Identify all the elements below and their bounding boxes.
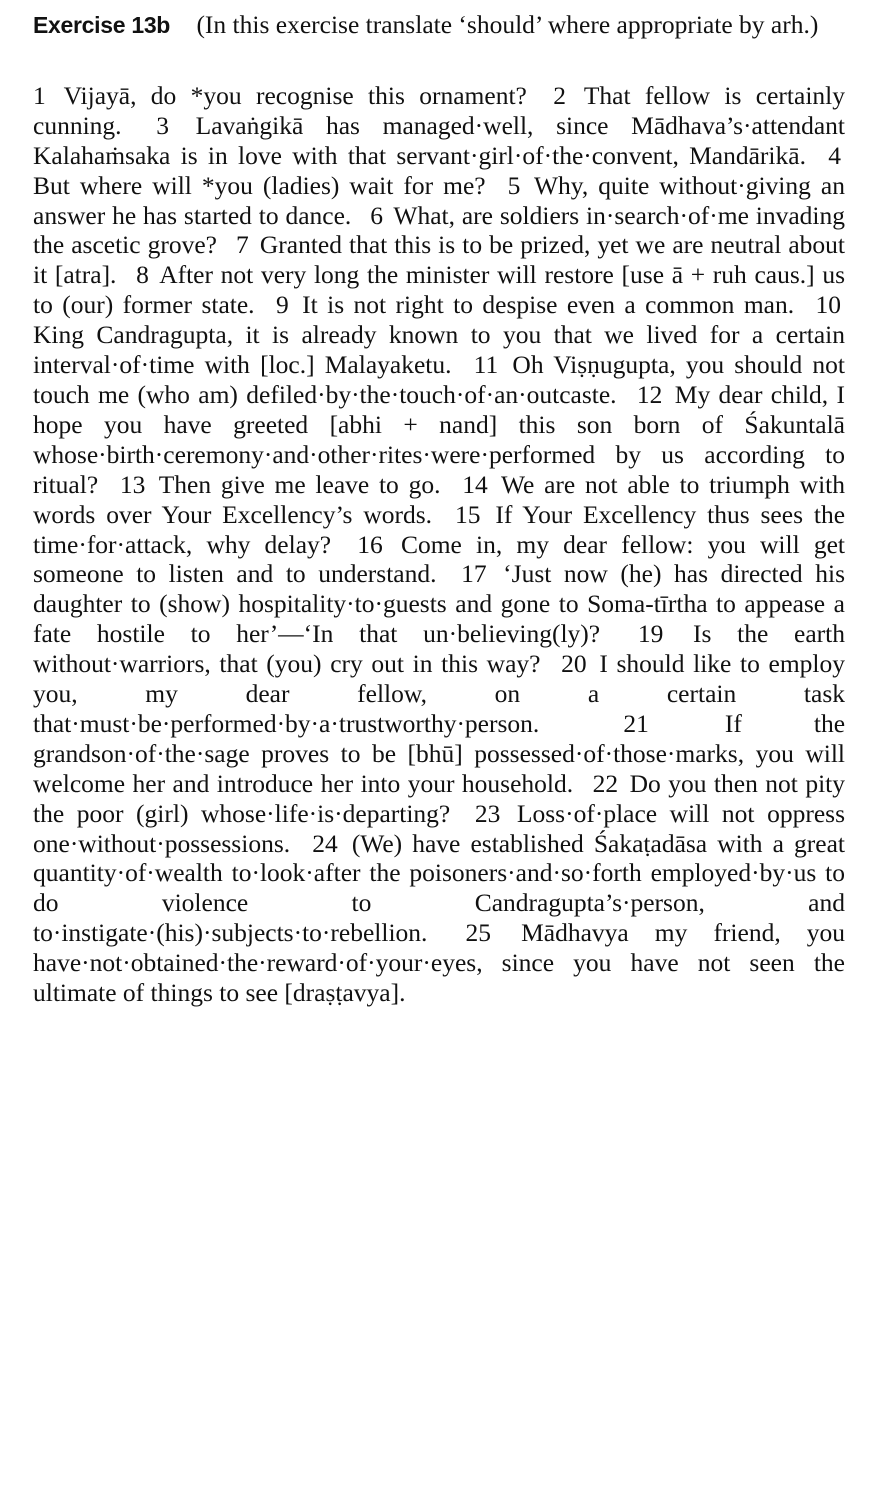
item-number: 12 bbox=[636, 379, 663, 409]
item-number: 24 bbox=[312, 828, 338, 858]
item-text: It is not right to despise even a common man. bbox=[302, 290, 795, 320]
item-text: We are not able to triumph with words over Your Excellency’s words. bbox=[33, 469, 846, 529]
item-number: 3 bbox=[156, 110, 169, 140]
item-number: 13 bbox=[119, 469, 146, 499]
exercise-instruction: (In this exercise translate ‘should’ where appropriate by arh.) bbox=[196, 10, 819, 39]
item-text: Granted that this is to be prized, yet we are neutral about it [atra]. bbox=[33, 230, 846, 290]
exercise-body bbox=[33, 81, 845, 1008]
exercise-item bbox=[33, 111, 845, 170]
item-text: If Your Excellency thus sees the time·for·attack, why delay? bbox=[33, 499, 846, 559]
exercise-title: Exercise 13b bbox=[33, 12, 171, 38]
item-number: 6 bbox=[370, 200, 383, 230]
item-text: Loss·of·place will not oppress one·without·possessions. bbox=[33, 798, 845, 858]
item-text: Mādhavya my friend, you have·not·obtained·the·reward·of·your·eyes, since you have not seen the ultimate of things to see [draṣṭavya]. bbox=[33, 918, 846, 1008]
item-text: If the grandson·of·the·sage proves to be [bhū] possessed·of·those·marks, you will welcome her and introduce her into your household. bbox=[33, 708, 846, 798]
item-number: 4 bbox=[828, 140, 841, 170]
item-text: Do you then not pity the poor (girl) whose·life·is·departing? bbox=[33, 768, 846, 828]
item-number: 17 bbox=[461, 559, 487, 589]
item-number: 10 bbox=[815, 290, 842, 320]
item-number: 16 bbox=[357, 529, 383, 559]
item-number: 23 bbox=[474, 798, 501, 828]
item-number: 21 bbox=[623, 708, 649, 738]
item-text: ‘Just now (he) has directed his daughter to (show) hospitality·to·guests and gone to Soma-tīrtha to appease a fate hostile to her’—‘In that un·believing(ly)? bbox=[33, 559, 846, 649]
item-text: Lavaṅgikā has managed·well, since Mādhava’s·attendant Kalahaṁsaka is in love with that servant·girl·of·the·convent, Mandārikā. bbox=[33, 110, 846, 170]
item-text: That fellow is certainly cunning. bbox=[33, 80, 845, 140]
item-number: 5 bbox=[507, 170, 521, 200]
item-number: 9 bbox=[275, 290, 289, 320]
item-text: Oh Viṣṇugupta, you should not touch me (who am) defiled·by·the·touch·of·an·outcaste. bbox=[33, 350, 846, 409]
item-text: I should like to employ you, my dear fellow, on a certain task that·must·be·performed·by·a·trustworthy·person. bbox=[33, 649, 846, 738]
item-text: King Candragupta, it is already known to you that we lived for a certain interval·of·time with [loc.] Malayaketu. bbox=[33, 320, 845, 380]
item-text: Come in, my dear fellow: you will get someone to listen and to understand. bbox=[33, 529, 846, 589]
exercise-page bbox=[33, 10, 845, 1008]
item-number: 20 bbox=[561, 649, 587, 679]
item-text: But where will *you (ladies) wait for me? bbox=[33, 170, 486, 200]
item-number: 7 bbox=[236, 230, 249, 260]
item-text: Why, quite without·giving an answer he has started to dance. bbox=[33, 170, 845, 230]
item-text: Is the earth without·warriors, that (you) cry out in this way? bbox=[33, 619, 846, 679]
item-number: 8 bbox=[136, 260, 149, 290]
item-text: My dear child, I hope you have greeted [abhi + nand] this son born of Śakuntalā whose·birth·ceremony·and·other·rites·were·performed by us according to ritual? bbox=[33, 379, 845, 499]
item-number: 11 bbox=[473, 350, 499, 380]
item-number: 22 bbox=[592, 768, 619, 798]
item-number: 19 bbox=[637, 619, 664, 649]
exercise-item bbox=[33, 81, 539, 110]
exercise-item bbox=[276, 290, 806, 319]
item-text: (We) have established Śakaṭadāsa with a great quantity·of·wealth to·look·after the poisoners·and·so·forth employed·by·us to do violence to Candragupta’s·person, and to·instigate·(his)·subjects·to·rebellion. bbox=[33, 828, 846, 948]
item-text: What, are soldiers in·search·of·me invading the ascetic grove? bbox=[33, 200, 845, 260]
item-text: After not very long the minister will restore [use ā + ruh caus.] us to (our) former state. bbox=[33, 260, 846, 320]
exercise-header bbox=[33, 10, 845, 41]
item-number: 25 bbox=[465, 918, 492, 948]
item-number: 2 bbox=[553, 80, 566, 110]
item-number: 14 bbox=[462, 469, 488, 499]
item-text: Then give me leave to go. bbox=[158, 469, 441, 499]
item-number: 15 bbox=[454, 499, 481, 529]
exercise-item bbox=[120, 470, 453, 499]
item-text: Vijayā, do *you recognise this ornament? bbox=[63, 80, 527, 110]
item-number: 1 bbox=[33, 80, 46, 110]
